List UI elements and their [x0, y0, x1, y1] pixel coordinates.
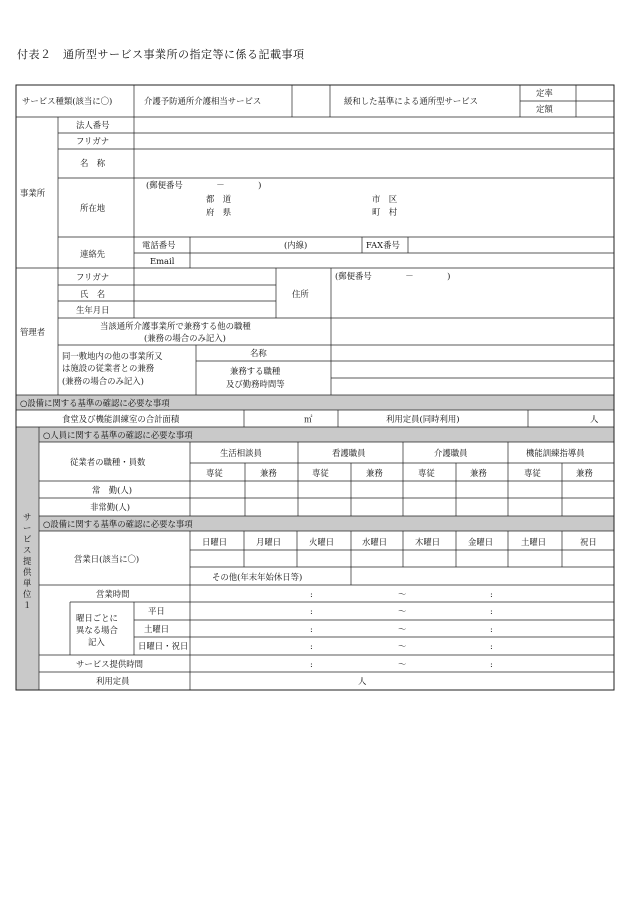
fulltime-row-label: 常 勤(人)	[92, 485, 133, 495]
col-full-3: 専従	[418, 468, 435, 478]
office-address-label: 所在地	[80, 203, 106, 213]
manager-dob-label: 生年月日	[76, 305, 110, 315]
manager-label: 管理者	[20, 327, 46, 337]
corp-number-label: 法人番号	[76, 120, 110, 130]
svg-text:位: 位	[23, 589, 32, 599]
other-facility-text-2: は施設の従業者との兼務	[62, 363, 155, 373]
by-day-text-1: 曜日ごとに	[76, 613, 118, 623]
facility-header: ○設備に関する基準の確認に必要な事項	[20, 398, 170, 408]
contact-label: 連絡先	[80, 249, 106, 259]
staff-header: ○人員に関する基準の確認に必要な事項	[43, 430, 193, 440]
city-label-1: 市 区	[372, 194, 398, 204]
parttime-row-label: 非常勤(人)	[90, 502, 131, 512]
hours-label: 営業時間	[96, 589, 130, 599]
saturday-colon-1: :	[310, 624, 313, 634]
other-facility-name-label: 名称	[250, 348, 267, 358]
tel-label: 電話番号	[142, 240, 176, 250]
office-postal: (郵便番号 － )	[146, 180, 262, 190]
sunday-colon-1: :	[310, 641, 313, 651]
day-wednesday: 水曜日	[362, 537, 388, 547]
col-part-3: 兼務	[470, 468, 487, 478]
by-day-text-2: 異なる場合	[76, 625, 118, 635]
sunday-holiday-label: 日曜日・祝日	[138, 641, 189, 651]
hours-colon-1: :	[310, 589, 313, 599]
manager-furigana-label: フリガナ	[76, 272, 110, 282]
weekday-colon-1: :	[310, 606, 313, 616]
sunday-colon-2: :	[490, 641, 493, 651]
saturday-label: 土曜日	[144, 624, 170, 634]
service-option-1: 介護予防通所介護相当サービス	[144, 96, 262, 106]
svg-text:ビ: ビ	[23, 534, 32, 544]
day-holiday: 祝日	[580, 537, 597, 547]
weekday-label: 平日	[148, 606, 165, 616]
service-hours-label: サービス提供時間	[76, 659, 143, 669]
email-label: Email	[150, 256, 175, 266]
job-life-counselor: 生活相談員	[220, 448, 262, 458]
weekday-tilde: ～	[398, 606, 407, 616]
weekday-colon-2: :	[490, 606, 493, 616]
capacity-label: 利用定員(同時利用)	[386, 414, 460, 424]
col-part-2: 兼務	[366, 468, 383, 478]
job-nurse: 看護職員	[332, 448, 366, 458]
by-day-text-3: 記入	[88, 637, 105, 647]
svg-text:ス: ス	[23, 545, 32, 555]
hours-tilde: ～	[398, 589, 407, 599]
service-hours-colon-1: :	[310, 659, 313, 669]
sunday-tilde: ～	[398, 641, 407, 651]
svg-text:単: 単	[23, 578, 32, 588]
svg-text:提: 提	[23, 556, 32, 566]
day-tuesday: 火曜日	[309, 537, 335, 547]
job-trainer: 機能訓練指導員	[526, 448, 585, 458]
area-label: 食堂及び機能訓練室の合計面積	[62, 414, 180, 424]
other-facility-text-1: 同一敷地内の他の事業所又	[62, 351, 163, 361]
other-job-label-1: 兼務する職種	[230, 366, 281, 376]
service-unit-label	[23, 512, 32, 610]
other-facility-text-3: (兼務の場合のみ記入)	[62, 376, 144, 386]
manager-postal: (郵便番号 － )	[335, 271, 451, 281]
col-full-4: 専従	[524, 468, 541, 478]
ops-header: ○設備に関する基準の確認に必要な事項	[43, 519, 193, 529]
ext-label: (内線)	[284, 240, 308, 250]
pref-label-2: 府 県	[206, 207, 232, 217]
day-saturday: 土曜日	[521, 537, 547, 547]
city-label-2: 町 村	[372, 207, 398, 217]
col-full-2: 専従	[312, 468, 329, 478]
service-hours-tilde: ～	[398, 659, 407, 669]
staff-label: 従業者の職種・員数	[70, 457, 146, 467]
fixed-amount-label: 定額	[536, 104, 553, 114]
service-hours-colon-2: :	[490, 659, 493, 669]
col-part-4: 兼務	[576, 468, 593, 478]
fax-label: FAX番号	[366, 240, 400, 250]
day-sunday: 日曜日	[202, 537, 228, 547]
capacity-unit: 人	[590, 414, 599, 424]
other-days-label: その他(年末年始休日等)	[212, 572, 303, 582]
unit-capacity-label: 利用定員	[96, 676, 130, 686]
saturday-colon-2: :	[490, 624, 493, 634]
svg-text:ー: ー	[23, 523, 32, 533]
area-unit: ㎡	[304, 414, 313, 424]
fixed-rate-label: 定率	[536, 88, 553, 98]
service-option-2: 緩和した基準による通所型サービス	[344, 96, 478, 106]
svg-text:サ: サ	[23, 512, 32, 522]
concurrent-text-1: 当該通所介護事業所で兼務する他の職種	[100, 321, 251, 331]
hours-colon-2: :	[490, 589, 493, 599]
office-furigana-label: フリガナ	[76, 136, 110, 146]
concurrent-text-2: (兼務の場合のみ記入)	[144, 333, 226, 343]
other-job-label-2: 及び勤務時間等	[226, 379, 285, 389]
col-full-1: 専従	[206, 468, 223, 478]
saturday-tilde: ～	[398, 624, 407, 634]
svg-text:供: 供	[23, 567, 32, 577]
job-care-worker: 介護職員	[434, 448, 468, 458]
svg-text:１: １	[23, 600, 32, 610]
business-days-label: 営業日(該当に〇)	[74, 554, 140, 564]
service-type-label: サービス種類(該当に〇)	[22, 96, 113, 106]
day-friday: 金曜日	[468, 537, 494, 547]
col-part-1: 兼務	[260, 468, 277, 478]
office-label: 事業所	[20, 188, 46, 198]
office-name-label: 名 称	[80, 158, 106, 168]
manager-address-label: 住所	[292, 289, 309, 299]
manager-name-label: 氏 名	[80, 289, 106, 299]
unit-capacity-unit: 人	[358, 676, 367, 686]
day-thursday: 木曜日	[415, 537, 441, 547]
day-monday: 月曜日	[256, 537, 282, 547]
page-title: 付表２ 通所型サービス事業所の指定等に係る記載事項	[17, 48, 305, 61]
pref-label-1: 都 道	[206, 194, 232, 204]
